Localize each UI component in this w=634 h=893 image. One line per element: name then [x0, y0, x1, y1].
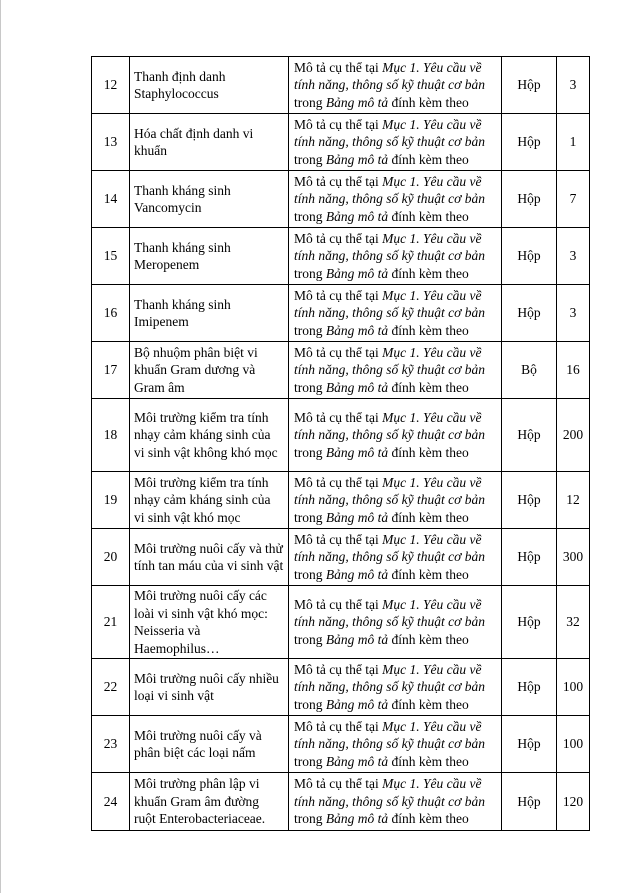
item-description: Mô tả cụ thể tại Mục 1. Yêu cầu về tính năng, thông số kỹ thuật cơ bản trong Bảng mô tả đính kèm theo: [289, 716, 502, 773]
item-unit: Hộp: [502, 171, 557, 228]
row-number: 12: [92, 57, 130, 114]
item-unit: Bộ: [502, 342, 557, 399]
item-description: Mô tả cụ thể tại Mục 1. Yêu cầu về tính năng, thông số kỹ thuật cơ bản trong Bảng mô tả đính kèm theo: [289, 228, 502, 285]
table-row: [92, 586, 590, 659]
item-unit: Hộp: [502, 659, 557, 716]
item-unit: Hộp: [502, 716, 557, 773]
item-unit: Hộp: [502, 472, 557, 529]
item-unit: Hộp: [502, 228, 557, 285]
item-name: Thanh kháng sinh Vancomycin: [130, 171, 289, 228]
row-number: 20: [92, 529, 130, 586]
item-quantity: 7: [557, 171, 590, 228]
item-name: Thanh kháng sinh Imipenem: [130, 285, 289, 342]
item-quantity: 12: [557, 472, 590, 529]
page-edge: [0, 0, 1, 893]
table-row: [92, 57, 590, 114]
table-row: [92, 529, 590, 586]
item-description: Mô tả cụ thể tại Mục 1. Yêu cầu về tính năng, thông số kỹ thuật cơ bản trong Bảng mô tả đính kèm theo: [289, 773, 502, 831]
item-quantity: 100: [557, 659, 590, 716]
item-quantity: 3: [557, 228, 590, 285]
table-row: [92, 228, 590, 285]
table-row: [92, 472, 590, 529]
item-description: Mô tả cụ thể tại Mục 1. Yêu cầu về tính năng, thông số kỹ thuật cơ bản trong Bảng mô tả đính kèm theo: [289, 529, 502, 586]
table-row: [92, 399, 590, 472]
item-name: Thanh kháng sinh Meropenem: [130, 228, 289, 285]
item-description: Mô tả cụ thể tại Mục 1. Yêu cầu về tính năng, thông số kỹ thuật cơ bản trong Bảng mô tả đính kèm theo: [289, 659, 502, 716]
item-name: Môi trường nuôi cấy các loài vi sinh vật khó mọc: Neisseria và Haemophilus…: [130, 586, 289, 659]
row-number: 17: [92, 342, 130, 399]
table-row: [92, 114, 590, 171]
table-row: [92, 171, 590, 228]
item-unit: Hộp: [502, 114, 557, 171]
row-number: 23: [92, 716, 130, 773]
item-name: Thanh định danh Staphylococcus: [130, 57, 289, 114]
item-name: Môi trường kiểm tra tính nhạy cảm kháng sinh của vi sinh vật không khó mọc: [130, 399, 289, 472]
item-description: Mô tả cụ thể tại Mục 1. Yêu cầu về tính năng, thông số kỹ thuật cơ bản trong Bảng mô tả đính kèm theo: [289, 399, 502, 472]
item-unit: Hộp: [502, 773, 557, 831]
item-quantity: 3: [557, 285, 590, 342]
item-name: Môi trường nuôi cấy và phân biệt các loại nấm: [130, 716, 289, 773]
item-description: Mô tả cụ thể tại Mục 1. Yêu cầu về tính năng, thông số kỹ thuật cơ bản trong Bảng mô tả đính kèm theo: [289, 57, 502, 114]
row-number: 14: [92, 171, 130, 228]
item-unit: Hộp: [502, 399, 557, 472]
row-number: 24: [92, 773, 130, 831]
item-name: Môi trường nuôi cấy và thử tính tan máu của vi sinh vật: [130, 529, 289, 586]
item-description: Mô tả cụ thể tại Mục 1. Yêu cầu về tính năng, thông số kỹ thuật cơ bản trong Bảng mô tả đính kèm theo: [289, 472, 502, 529]
item-description: Mô tả cụ thể tại Mục 1. Yêu cầu về tính năng, thông số kỹ thuật cơ bản trong Bảng mô tả đính kèm theo: [289, 342, 502, 399]
item-unit: Hộp: [502, 529, 557, 586]
item-name: Bộ nhuộm phân biệt vi khuẩn Gram dương và Gram âm: [130, 342, 289, 399]
table-row: [92, 716, 590, 773]
item-description: Mô tả cụ thể tại Mục 1. Yêu cầu về tính năng, thông số kỹ thuật cơ bản trong Bảng mô tả đính kèm theo: [289, 114, 502, 171]
item-description: Mô tả cụ thể tại Mục 1. Yêu cầu về tính năng, thông số kỹ thuật cơ bản trong Bảng mô tả đính kèm theo: [289, 586, 502, 659]
item-quantity: 100: [557, 716, 590, 773]
table-row: [92, 659, 590, 716]
item-description: Mô tả cụ thể tại Mục 1. Yêu cầu về tính năng, thông số kỹ thuật cơ bản trong Bảng mô tả đính kèm theo: [289, 285, 502, 342]
item-quantity: 16: [557, 342, 590, 399]
item-unit: Hộp: [502, 57, 557, 114]
item-name: Môi trường kiểm tra tính nhạy cảm kháng sinh của vi sinh vật khó mọc: [130, 472, 289, 529]
item-quantity: 3: [557, 57, 590, 114]
item-quantity: 1: [557, 114, 590, 171]
row-number: 16: [92, 285, 130, 342]
row-number: 15: [92, 228, 130, 285]
row-number: 21: [92, 586, 130, 659]
items-table: [91, 56, 590, 831]
row-number: 19: [92, 472, 130, 529]
item-quantity: 120: [557, 773, 590, 831]
row-number: 22: [92, 659, 130, 716]
table-row: [92, 285, 590, 342]
table-row: [92, 773, 590, 831]
item-quantity: 32: [557, 586, 590, 659]
row-number: 18: [92, 399, 130, 472]
row-number: 13: [92, 114, 130, 171]
item-name: Môi trường phân lập vi khuẩn Gram âm đường ruột Enterobacteriaceae.: [130, 773, 289, 831]
item-unit: Hộp: [502, 285, 557, 342]
item-name: Môi trường nuôi cấy nhiều loại vi sinh vật: [130, 659, 289, 716]
item-quantity: 200: [557, 399, 590, 472]
item-unit: Hộp: [502, 586, 557, 659]
item-description: Mô tả cụ thể tại Mục 1. Yêu cầu về tính năng, thông số kỹ thuật cơ bản trong Bảng mô tả đính kèm theo: [289, 171, 502, 228]
item-quantity: 300: [557, 529, 590, 586]
item-name: Hóa chất định danh vi khuẩn: [130, 114, 289, 171]
table-row: [92, 342, 590, 399]
